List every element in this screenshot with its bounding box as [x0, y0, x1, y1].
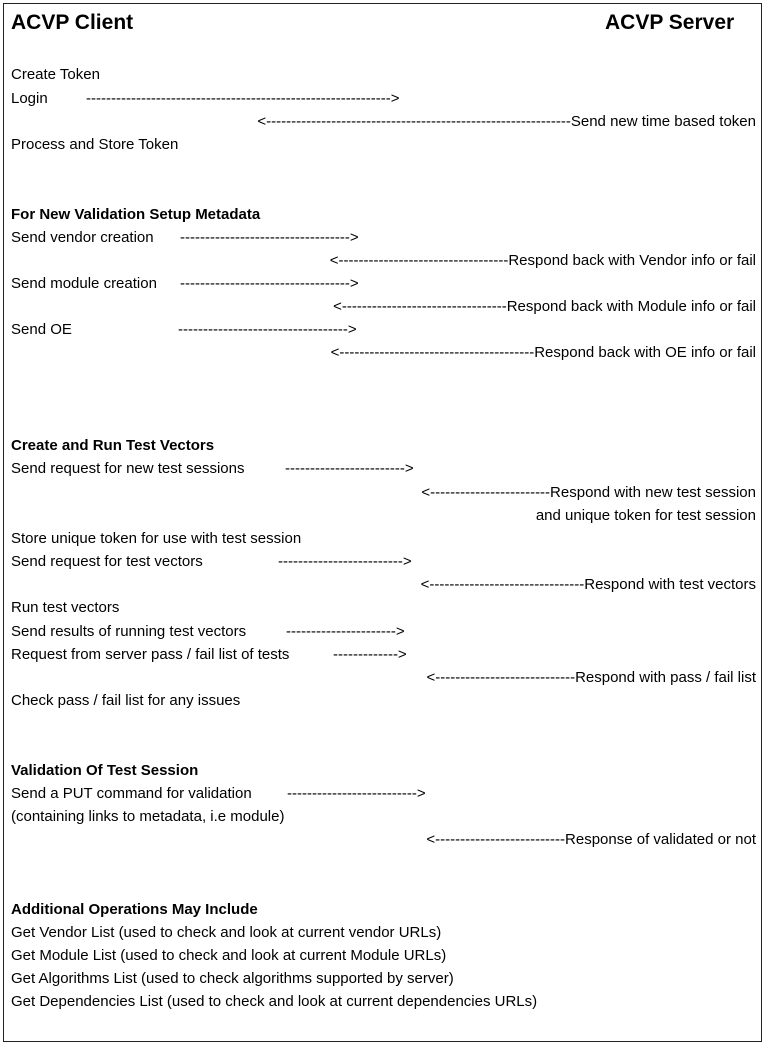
metadata-heading: For New Validation Setup Metadata [11, 206, 261, 223]
check-passfail-step: Check pass / fail list for any issues [11, 692, 241, 709]
send-put-arrow: --------------------------> [287, 785, 426, 802]
additional-item-vendor: Get Vendor List (used to check and look at current vendor URLs) [11, 924, 442, 941]
additional-heading: Additional Operations May Include [11, 901, 258, 918]
send-vendor-arrow: ----------------------------------> [180, 229, 359, 246]
send-module-arrow: ----------------------------------> [180, 275, 359, 292]
send-oe-arrow: ----------------------------------> [178, 321, 357, 338]
oe-response: <---------------------------------------Respond back with OE info or fail [330, 344, 756, 361]
store-token-step: Store unique token for use with test session [11, 530, 302, 547]
vectors-heading: Create and Run Test Vectors [11, 437, 215, 454]
vendor-response: <----------------------------------Respond back with Vendor info or fail [329, 252, 756, 269]
send-vendor-step: Send vendor creation [11, 229, 154, 246]
send-results-step: Send results of running test vectors [11, 623, 247, 640]
validation-heading: Validation Of Test Session [11, 762, 199, 779]
put-note: (containing links to metadata, i.e module) [11, 808, 285, 825]
client-header: ACVP Client [11, 11, 134, 34]
additional-item-dependencies: Get Dependencies List (used to check and look at current dependencies URLs) [11, 993, 538, 1010]
vectors-response: <-------------------------------Respond with test vectors [420, 576, 756, 593]
send-oe-step: Send OE [11, 321, 72, 338]
create-token-step: Create Token [11, 66, 100, 83]
request-sessions-arrow: ------------------------> [285, 460, 414, 477]
sessions-response: <------------------------Respond with new test session [421, 484, 756, 501]
additional-item-algorithms: Get Algorithms List (used to check algorithms supported by server) [11, 970, 454, 987]
request-passfail-arrow: -------------> [333, 646, 407, 663]
additional-item-module: Get Module List (used to check and look at current Module URLs) [11, 947, 447, 964]
login-arrow: -------------------------------------------------------------> [86, 90, 400, 107]
server-header: ACVP Server [605, 11, 735, 34]
request-passfail-step: Request from server pass / fail list of tests [11, 646, 290, 663]
run-vectors-step: Run test vectors [11, 599, 120, 616]
login-step: Login [11, 90, 48, 107]
send-module-step: Send module creation [11, 275, 157, 292]
sessions-response-cont: and unique token for test session [535, 507, 756, 524]
process-token-step: Process and Store Token [11, 136, 179, 153]
passfail-response: <----------------------------Respond with pass / fail list [426, 669, 756, 686]
validation-response: <--------------------------Response of validated or not [426, 831, 756, 848]
token-response: <-------------------------------------------------------------Send new time based token [257, 113, 756, 130]
request-sessions-step: Send request for new test sessions [11, 460, 245, 477]
module-response: <---------------------------------Respond back with Module info or fail [333, 298, 756, 315]
request-vectors-arrow: -------------------------> [278, 553, 412, 570]
send-put-step: Send a PUT command for validation [11, 785, 252, 802]
send-results-arrow: ----------------------> [286, 623, 405, 640]
request-vectors-step: Send request for test vectors [11, 553, 203, 570]
